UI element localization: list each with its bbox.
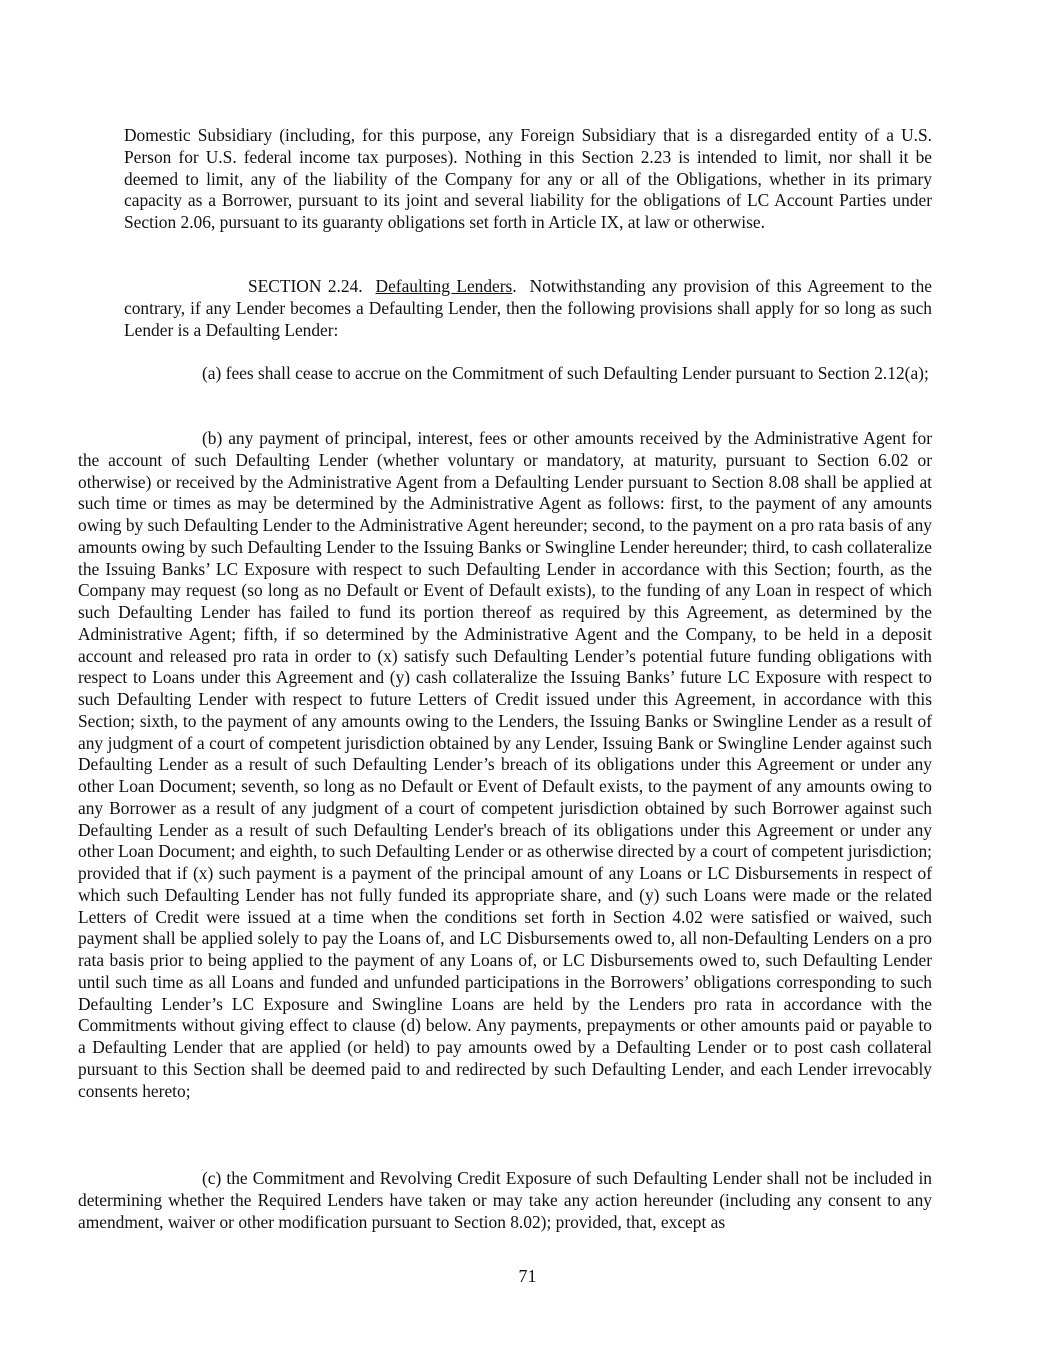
clause-c: (c) the Commitment and Revolving Credit Exposure of such Defaulting Lender shall not be included in determining whether the Required Lenders have taken or may take any action hereunder (including any consent to any amendment, waiver or other modification pursuant to Section 8.02); provided, that, except as: [78, 1168, 932, 1232]
section-title: Defaulting Lenders: [375, 276, 513, 296]
clause-b: (b) any payment of principal, interest, fees or other amounts received by the Administrative Agent for the account of such Defaulting Lender (whether voluntary or mandatory, at maturity, pursuant to Section 6.02 or otherwise) or received by the Administrative Agent from a Defaulting Lender pursuant to Section 8.08 shall be applied at such time or times as may be determined by the Administrative Agent as follows: first, to the payment of any amounts owing by such Defaulting Lender to the Administrative Agent hereunder; second, to the payment on a pro rata basis of any amounts owing by such Defaulting Lender to the Issuing Banks or Swingline Lender hereunder; third, to cash collateralize the Issuing Banks’ LC Exposure with respect to such Defaulting Lender in accordance with this Section; fourth, as the Company may request (so long as no Default or Event of Default exists), to the funding of any Loan in respect of which such Defaulting Lender has failed to fund its portion thereof as required by this Agreement, as determined by the Administrative Agent; fifth, if so determined by the Administrative Agent and the Company, to be held in a deposit account and released pro rata in order to (x) satisfy such Defaulting Lender’s potential future funding obligations with respect to Loans under this Agreement and (y) cash collateralize the Issuing Banks’ future LC Exposure with respect to such Defaulting Lender with respect to future Letters of Credit issued under this Agreement, in accordance with this Section; sixth, to the payment of any amounts owing to the Lenders, the Issuing Banks or Swingline Lender as a result of any judgment of a court of competent jurisdiction obtained by any Lender, Issuing Bank or Swingline Lender against such Defaulting Lender as a result of such Defaulting Lender’s breach of its obligations under this Agreement or under any other Loan Document; seventh, so long as no Default or Event of Default exists, to the payment of any amounts owing to any Borrower as a result of any judgment of a court of competent jurisdiction obtained by such Borrower against such Defaulting Lender as a result of such Defaulting Lender's breach of its obligations under this Agreement or under any other Loan Document; and eighth, to such Defaulting Lender or as otherwise directed by a court of competent jurisdiction; provided that if (x) such payment is a payment of the principal amount of any Loans or LC Disbursements in respect of which such Defaulting Lender has not fully funded its appropriate share, and (y) such Loans were made or the related Letters of Credit were issued at a time when the conditions set forth in Section 4.02 were satisfied or waived, such payment shall be applied solely to pay the Loans of, and LC Disbursements owed to, all non-Defaulting Lenders on a pro rata basis prior to being applied to the payment of any Loans of, or LC Disbursements owed to, such Defaulting Lender until such time as all Loans and funded and unfunded participations in the Borrowers’ obligations corresponding to such Defaulting Lender’s LC Exposure and Swingline Loans are held by the Lenders pro rata in accordance with the Commitments without giving effect to clause (d) below. Any payments, prepayments or other amounts paid or payable to a Defaulting Lender that are applied (or held) to pay amounts owed by a Defaulting Lender or to post cash collateral pursuant to this Section shall be deemed paid to and redirected by such Defaulting Lender, and each Lender irrevocably consents hereto;: [78, 428, 932, 1101]
section-number: SECTION 2.24.: [248, 276, 363, 296]
section-intro: Notwithstanding any provision of this Agreement to the contrary, if any Lender becomes a Defaulting Lender, then the following provisions shall apply for so long as such Lender is a Defaulting Lender:: [124, 276, 933, 340]
clause-a: (a) fees shall cease to accrue on the Commitment of such Defaulting Lender pursuant to Section 2.12(a);: [202, 363, 929, 383]
continuation-paragraph: Domestic Subsidiary (including, for this purpose, any Foreign Subsidiary that is a disregarded entity of a U.S. Person for U.S. federal income tax purposes). Nothing in this Section 2.23 is intended to limit, nor shall it be deemed to limit, any of the liability of the Company for any or all of the Obligations, whether in its primary capacity as a Borrower, pursuant to its joint and several liability for the obligations of LC Account Parties under Section 2.06, pursuant to its guaranty obligations set forth in Article IX, at law or otherwise.: [124, 125, 932, 232]
page-number: 71: [518, 1266, 537, 1286]
section-2-24-heading-paragraph: [124, 276, 932, 341]
section-title-punct: .: [512, 276, 517, 296]
